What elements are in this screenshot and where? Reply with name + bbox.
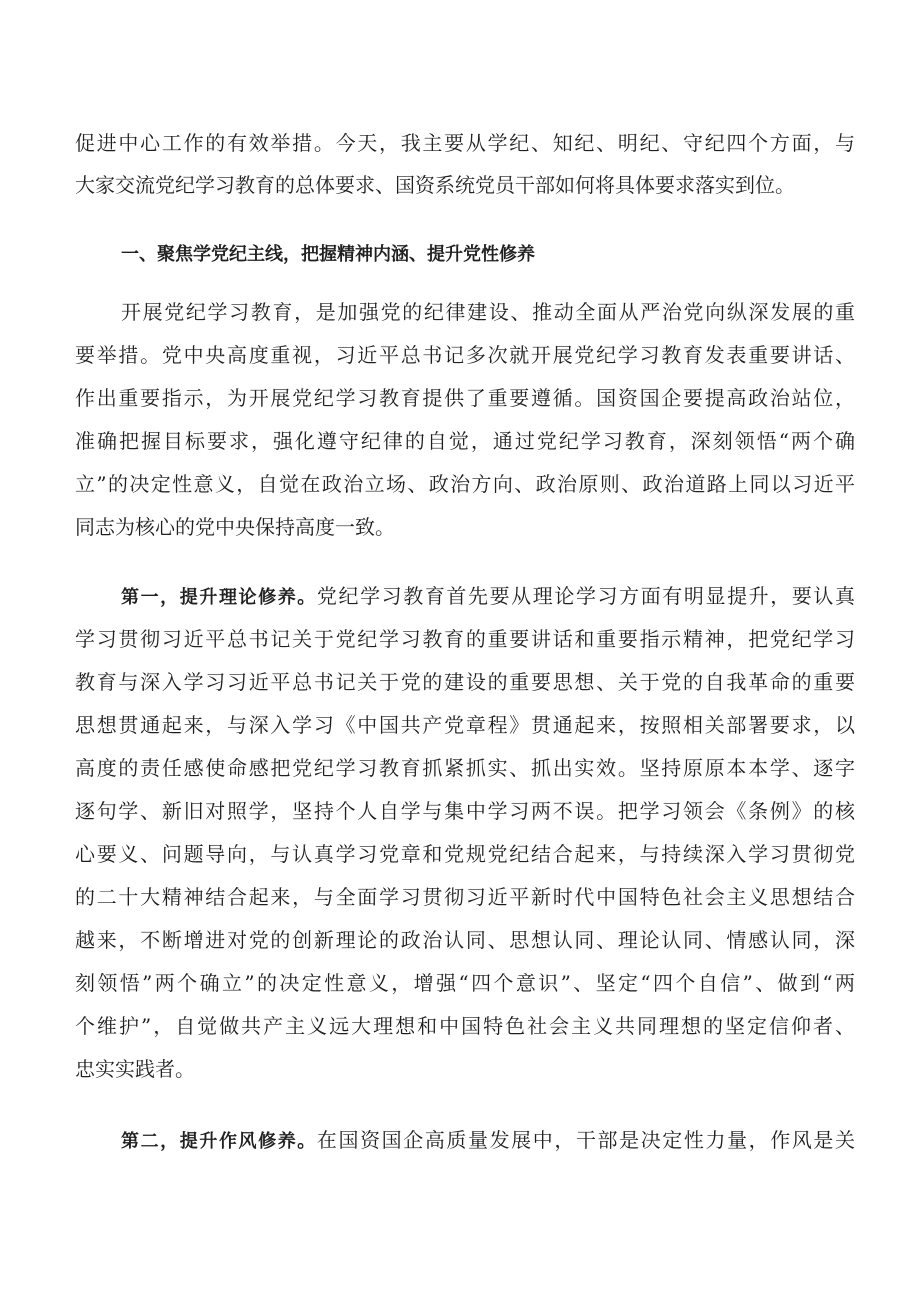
paragraph-2-line-9: 越来，不断增进对党的创新理论的政治认同、思想认同、理论认同、情感认同，深 [75, 928, 855, 952]
paragraph-2-line-1 [121, 582, 855, 612]
paragraph-2-line-8: 的二十大精神结合起来，与全面学习贯彻习近平新时代中国特色社会主义思想结合 [75, 885, 855, 909]
paragraph-2-line-4: 思想贯通起来，与深入学习《中国共产党章程》贯通起来，按照相关部署要求，以 [75, 713, 855, 737]
paragraph-1-line-2: 要举措。党中央高度重视，习近平总书记多次就开展党纪学习教育发表重要讲话、 [75, 343, 855, 367]
paragraph-2-line-6: 逐句学、新旧对照学，坚持个人自学与集中学习两不误。把学习领会《条例》的核 [75, 799, 855, 823]
paragraph-3-first-rest: 在国资国企高质量发展中，干部是决定性力量，作风是关 [316, 1128, 856, 1152]
paragraph-2-line-11: 个维护”，自觉做共产主义远大理想和中国特色社会主义共同理想的坚定信仰者、 [75, 1014, 855, 1038]
paragraph-1-line-3: 作出重要指示，为开展党纪学习教育提供了重要遵循。国资国企要提高政治站位， [75, 386, 855, 410]
paragraph-1-line-5: 立”的决定性意义，自觉在政治立场、政治方向、政治原则、政治道路上同以习近平 [75, 472, 855, 496]
paragraph-3-lead: 第二，提升作风修养。 [121, 1131, 317, 1152]
paragraph-intro-line-2: 大家交流党纪学习教育的总体要求、国资系统党员干部如何将具体要求落实到位。 [75, 173, 795, 197]
paragraph-2-line-10: 刻领悟”两个确立”的决定性意义，增强“四个意识”、坚定“四个自信”、做到“两 [75, 971, 855, 995]
paragraph-2-line-7: 心要义、问题导向，与认真学习党章和党规党纪结合起来，与持续深入学习贯彻党 [75, 842, 855, 866]
paragraph-2-lead: 第一，提升理论修养。 [121, 587, 317, 608]
paragraph-1-line-1: 开展党纪学习教育，是加强党的纪律建设、推动全面从严治党向纵深发展的重 [121, 300, 855, 324]
paragraph-2-line-12: 忠实实践者。 [75, 1057, 195, 1081]
paragraph-2-first-rest: 党纪学习教育首先要从理论学习方面有明显提升，要认真 [316, 584, 856, 608]
section-1-heading: 一、聚焦学党纪主线，把握精神内涵、提升党性修养 [121, 244, 535, 265]
paragraph-intro-line-1: 促进中心工作的有效举措。今天，我主要从学纪、知纪、明纪、守纪四个方面，与 [75, 131, 855, 155]
paragraph-2-line-2: 学习贯彻习近平总书记关于党纪学习教育的重要讲话和重要指示精神，把党纪学习 [75, 627, 855, 651]
paragraph-1-line-6: 同志为核心的党中央保持高度一致。 [75, 515, 395, 539]
paragraph-3-line-1 [121, 1126, 855, 1156]
paragraph-2-line-5: 高度的责任感使命感把党纪学习教育抓紧抓实、抓出实效。坚持原原本本学、逐字 [75, 756, 855, 780]
paragraph-1-line-4: 准确把握目标要求，强化遵守纪律的自觉，通过党纪学习教育，深刻领悟“两个确 [75, 429, 855, 453]
paragraph-2-line-3: 教育与深入学习习近平总书记关于党的建设的重要思想、关于党的自我革命的重要 [75, 670, 855, 694]
